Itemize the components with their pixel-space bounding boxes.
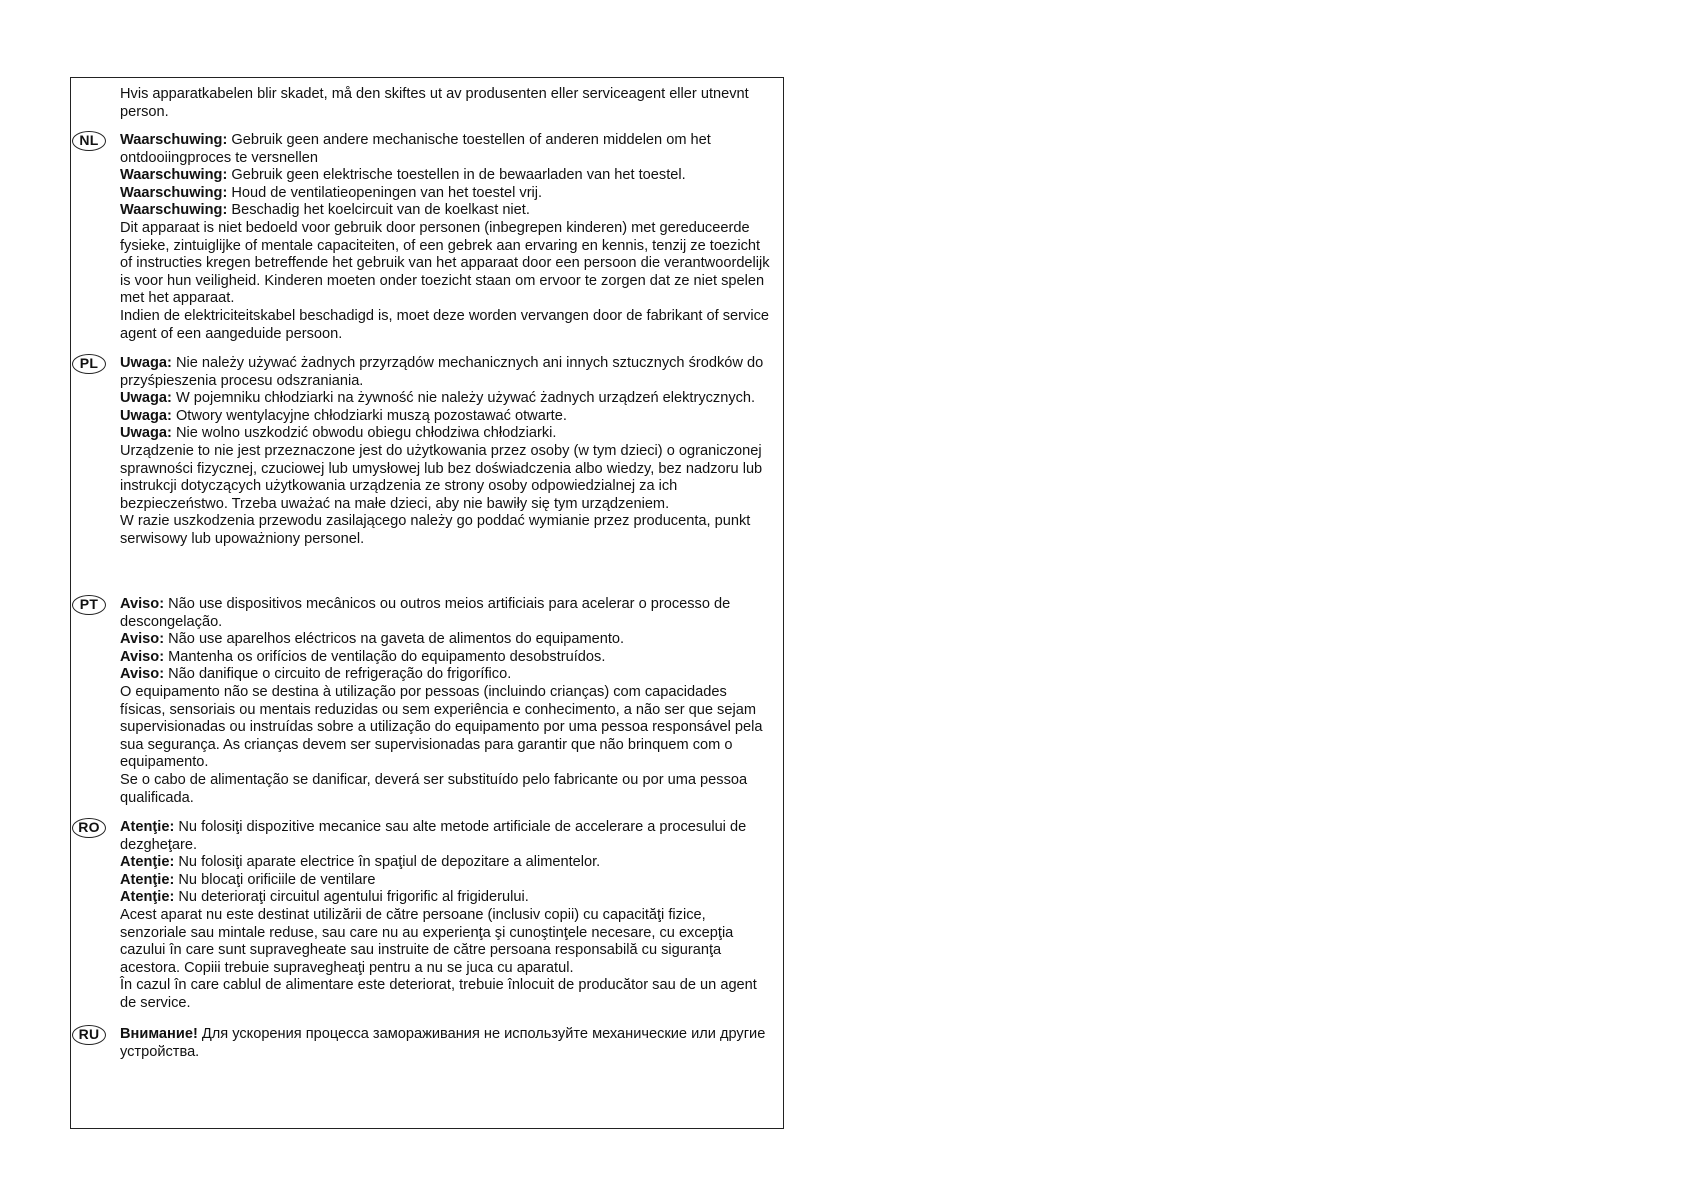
- warning-item: [120, 631, 770, 649]
- warning-label: Waarschuwing:: [120, 202, 228, 219]
- warning-label: Uwaga:: [120, 407, 172, 424]
- warning-item: [120, 408, 770, 426]
- warning-label: Uwaga:: [120, 390, 172, 407]
- warning-item: [120, 202, 770, 220]
- warning-item: [120, 1026, 770, 1061]
- warning-item: [120, 649, 770, 667]
- warning-text: Não danifique o circuito de refrigeração do frigorífico.: [164, 666, 512, 683]
- body-paragraph: W razie uszkodzenia przewodu zasilającego należy go poddać wymianie przez producenta, punkt serwisowy lub upoważniony personel.: [120, 513, 751, 547]
- warning-text: Nie należy używać żadnych przyrządów mechanicznych ani innych sztucznych środków do przyśpieszenia procesu odszraniania.: [120, 355, 764, 389]
- warning-text: Mantenha os orifícios de ventilação do equipamento desobstruídos.: [164, 648, 606, 665]
- language-badge-nl: NL: [72, 131, 106, 151]
- warning-text: Nu deterioraţi circuitul agentului frigorific al frigiderului.: [174, 889, 529, 906]
- warning-label: Atenţie:: [120, 819, 175, 835]
- warning-item: [120, 889, 770, 907]
- section-body-pt: [120, 596, 770, 807]
- language-badge-pl: PL: [72, 354, 106, 374]
- warning-item: [120, 425, 770, 443]
- warning-label: Aviso:: [120, 648, 165, 665]
- warning-label: Uwaga:: [120, 355, 172, 371]
- warning-text: Nu folosiţi aparate electrice în spaţiul de depozitare a alimentelor.: [174, 854, 601, 871]
- body-paragraph: Acest aparat nu este destinat utilizării de către persoane (inclusiv copii) cu capacităţi fizice, senzoriale sau mintale reduse, sau care nu au experienţa şi cunoştinţele necesare, cu excepţia cazului în care sunt supravegheate sau instruite de către persoana responsabilă cu siguranţa acestora. Copiii trebuie supravegheaţi pentru a nu se juca cu aparatul.: [120, 906, 734, 976]
- body-paragraph: În cazul în care cablul de alimentare este deteriorat, trebuie înlocuit de producător sau de un agent de service.: [120, 977, 757, 1011]
- language-badge-ro: RO: [72, 818, 106, 838]
- warning-item: [120, 872, 770, 890]
- warning-item: [120, 596, 770, 631]
- body-paragraph: Indien de elektriciteitskabel beschadigd is, moet deze worden vervangen door de fabrikant of service agent of een aangeduide persoon.: [120, 307, 769, 342]
- section-body-ru: [120, 1026, 770, 1061]
- warning-item: [120, 355, 770, 390]
- body-paragraph: Se o cabo de alimentação se danificar, deverá ser substituído pelo fabricante ou por uma pessoa qualificada.: [120, 771, 748, 806]
- warning-label: Atenţie:: [120, 871, 175, 888]
- warning-item: [120, 819, 770, 854]
- intro-text: Hvis apparatkabelen blir skadet, må den skiftes ut av produsenten eller serviceagent eller utnevnt person.: [120, 86, 749, 120]
- warning-label: Aviso:: [120, 631, 165, 648]
- body-paragraph: O equipamento não se destina à utilização por pessoas (incluindo crianças) com capacidades físicas, sensoriais ou mentais reduzidas ou sem experiência e conhecimento, a não ser que sejam supervisionadas ou instruídas sobre a utilização do equipamento por uma pessoa responsável pela sua segurança. As crianças devem ser supervisionadas para garantir que não brinquem com o equipamento.: [120, 683, 763, 771]
- warning-label: Atenţie:: [120, 854, 175, 871]
- warning-text: Nu folosiţi dispozitive mecanice sau alte metode artificiale de accelerare a procesului de dezgheţare.: [120, 819, 747, 853]
- warning-label: Waarschuwing:: [120, 184, 228, 201]
- section-body-pl: [120, 355, 770, 549]
- warning-text: Otwory wentylacyjne chłodziarki muszą pozostawać otwarte.: [171, 407, 567, 424]
- language-badge-pt: PT: [72, 595, 106, 615]
- warning-text: Nu blocaţi orificiile de ventilare: [174, 871, 376, 888]
- intro-paragraph: [120, 86, 770, 121]
- warning-item: [120, 854, 770, 872]
- warning-item: [120, 666, 770, 684]
- warning-text: Beschadig het koelcircuit van de koelkast niet.: [227, 202, 530, 219]
- warning-label: Aviso:: [120, 666, 165, 683]
- warning-text: Houd de ventilatieopeningen van het toestel vrij.: [227, 184, 543, 201]
- warning-text: Gebruik geen andere mechanische toestellen of anderen middelen om het ontdooiingproces te versnellen: [120, 132, 711, 166]
- warning-item: [120, 167, 770, 185]
- manual-page: [70, 77, 784, 1129]
- warning-label: Aviso:: [120, 596, 165, 612]
- warning-text: Gebruik geen elektrische toestellen in de bewaarladen van het toestel.: [227, 167, 686, 184]
- language-badge-ru: RU: [72, 1025, 106, 1045]
- body-paragraph: Urządzenie to nie jest przeznaczone jest do użytkowania przez osoby (w tym dzieci) o ograniczonej sprawności fizycznej, czuciowej lub umysłowej lub bez doświadczenia albo wiedzy, bez nadzoru lub instrukcji dotyczących użytkowania urządzenia ze strony osoby odpowiedzialnej za ich bezpieczeństwo. Trzeba uważać na małe dzieci, aby nie bawiły się tym urządzeniem.: [120, 442, 763, 512]
- warning-label: Atenţie:: [120, 889, 175, 906]
- warning-item: [120, 390, 770, 408]
- warning-text: Nie wolno uszkodzić obwodu obiegu chłodziwa chłodziarki.: [171, 425, 557, 442]
- warning-item: [120, 132, 770, 167]
- warning-label: Внимание!: [120, 1026, 198, 1042]
- warning-item: [120, 185, 770, 203]
- body-paragraph: Dit apparaat is niet bedoeld voor gebruik door personen (inbegrepen kinderen) met gereduceerde fysieke, zintuiglijke of mentale capaciteiten, of een gebrek aan ervaring en kennis, tenzij ze toezicht of instructies kregen betreffende het gebruik van het apparaat door een persoon die verantwoordelijk is voor hun veiligheid. Kinderen moeten onder toezicht staan om ervoor te zorgen dat ze niet spelen met het apparaat.: [120, 219, 770, 307]
- warning-text: Não use aparelhos eléctricos na gaveta de alimentos do equipamento.: [164, 631, 625, 648]
- section-body-ro: [120, 819, 770, 1013]
- warning-text: W pojemniku chłodziarki na żywność nie należy używać żadnych urządzeń elektrycznych.: [171, 390, 756, 407]
- warning-label: Uwaga:: [120, 425, 172, 442]
- warning-label: Waarschuwing:: [120, 132, 228, 148]
- warning-text: Não use dispositivos mecânicos ou outros meios artificiais para acelerar o processo de descongelação.: [120, 596, 731, 630]
- warning-label: Waarschuwing:: [120, 167, 228, 184]
- warning-text: Для ускорения процесса замораживания не используйте механические или другие устройства.: [120, 1026, 766, 1060]
- section-body-nl: [120, 132, 770, 343]
